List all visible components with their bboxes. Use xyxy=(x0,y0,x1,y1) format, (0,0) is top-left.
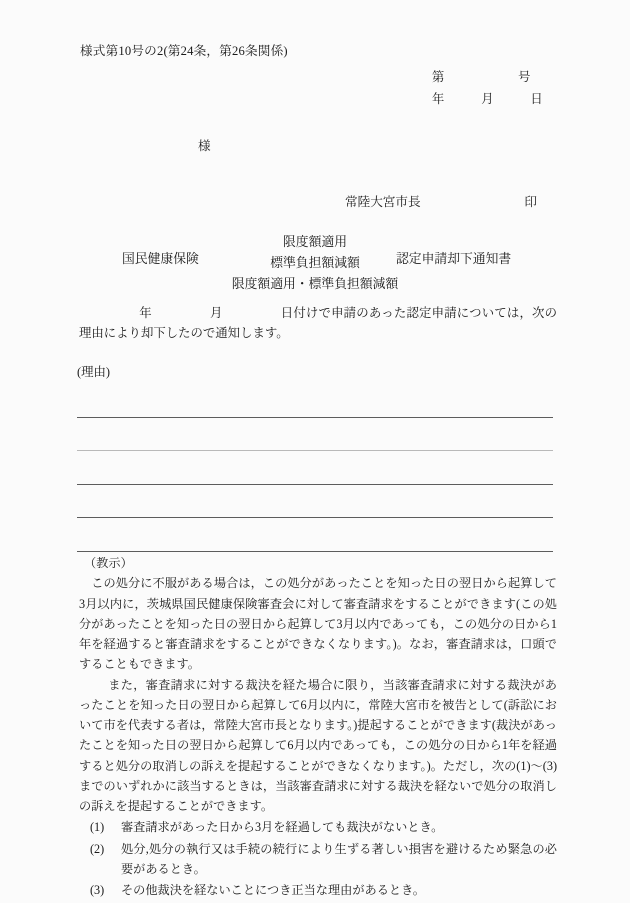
reason-rule-line xyxy=(77,485,553,519)
title-notice-type: 認定申請却下通知書 xyxy=(396,252,512,266)
document-number-field: 第 号 xyxy=(432,70,531,84)
instructions-paragraph-1: この処分に不服がある場合は，この処分があったことを知った日の翌日から起算して3月以内に，茨城県国民健康保険審査会に対して審査請求をすることができます(この処分があったことを知った日の翌日から起算して3月以内であっても，この処分の日から1年を経過すると審査請求をすることができなくなります。)。なお，審査請求は，口頭ですることもできます。 xyxy=(79,576,557,672)
form-number: 様式第10号の2(第24条，第26条関係) xyxy=(80,44,288,58)
statement-month-label: 月 xyxy=(209,306,223,320)
document-title-block xyxy=(0,232,630,294)
list-item xyxy=(79,839,557,880)
title-option-2: 標準負担額減額 xyxy=(270,256,360,270)
reason-rule-line xyxy=(77,384,553,418)
list-item xyxy=(79,817,557,837)
list-item-number: (3) xyxy=(90,883,105,897)
instructions-paragraph-2: また，審査請求に対する裁決を経た場合に限り，当該審査請求に対する裁決があったことを知った日の翌日から起算して6月以内に，常陸大宮市を被告として(訴訟において市を代表する者は，常陸大宮市長となります。)提起することができます(裁決があったことを知った日の翌日から起算して6月以内であっても，この処分の日から1年を経過すると処分の取消しの訴えを提起することができなくなります。)。ただし，次の(1)～(3)までのいずれかに該当するときは，当該審査請求に対する裁決を経ないで処分の取消しの訴えを提起することができます。 xyxy=(79,677,557,813)
document-date-field: 年 月 日 xyxy=(432,92,543,106)
statement-paragraph xyxy=(79,303,557,343)
title-option-1: 限度額適用 xyxy=(283,235,347,249)
reason-write-area xyxy=(77,384,553,552)
title-insurance-label: 国民健康保険 xyxy=(122,252,199,266)
reason-rule-line xyxy=(77,451,553,485)
issuer-title: 常陸大宮市長 xyxy=(345,195,421,209)
instructions-heading: （教示） xyxy=(84,556,133,570)
reason-label: (理由) xyxy=(77,365,111,379)
reason-rule-line xyxy=(77,418,553,452)
title-option-3: 限度額適用・標準負担額減額 xyxy=(231,277,399,291)
reason-rule-line xyxy=(77,518,553,552)
list-item xyxy=(79,880,557,900)
list-item-text: その他裁決を経ないことにつき正当な理由があるとき。 xyxy=(121,883,425,897)
list-item-number: (1) xyxy=(90,820,105,835)
list-item-text: 処分,処分の執行又は手続の続行により生ずる著しい損害を避けるため緊急の必要があるとき。 xyxy=(121,841,557,876)
list-item-number: (2) xyxy=(90,841,105,856)
addressee-honorific: 様 xyxy=(198,139,211,153)
document-meta xyxy=(432,66,543,110)
seal-icon: 印 xyxy=(524,195,537,209)
statement-year-label: 年 xyxy=(139,306,152,320)
instructions-exception-list xyxy=(79,817,557,900)
list-item-text: 審査請求があった日から3月を経過しても裁決がないとき。 xyxy=(121,820,444,835)
title-option-list xyxy=(225,232,405,295)
instructions-section xyxy=(79,553,557,900)
issuer-line xyxy=(345,196,537,209)
statement-text: 日付けで申請のあった認定申請については，次の理由により却下したので通知します。 xyxy=(79,306,558,341)
